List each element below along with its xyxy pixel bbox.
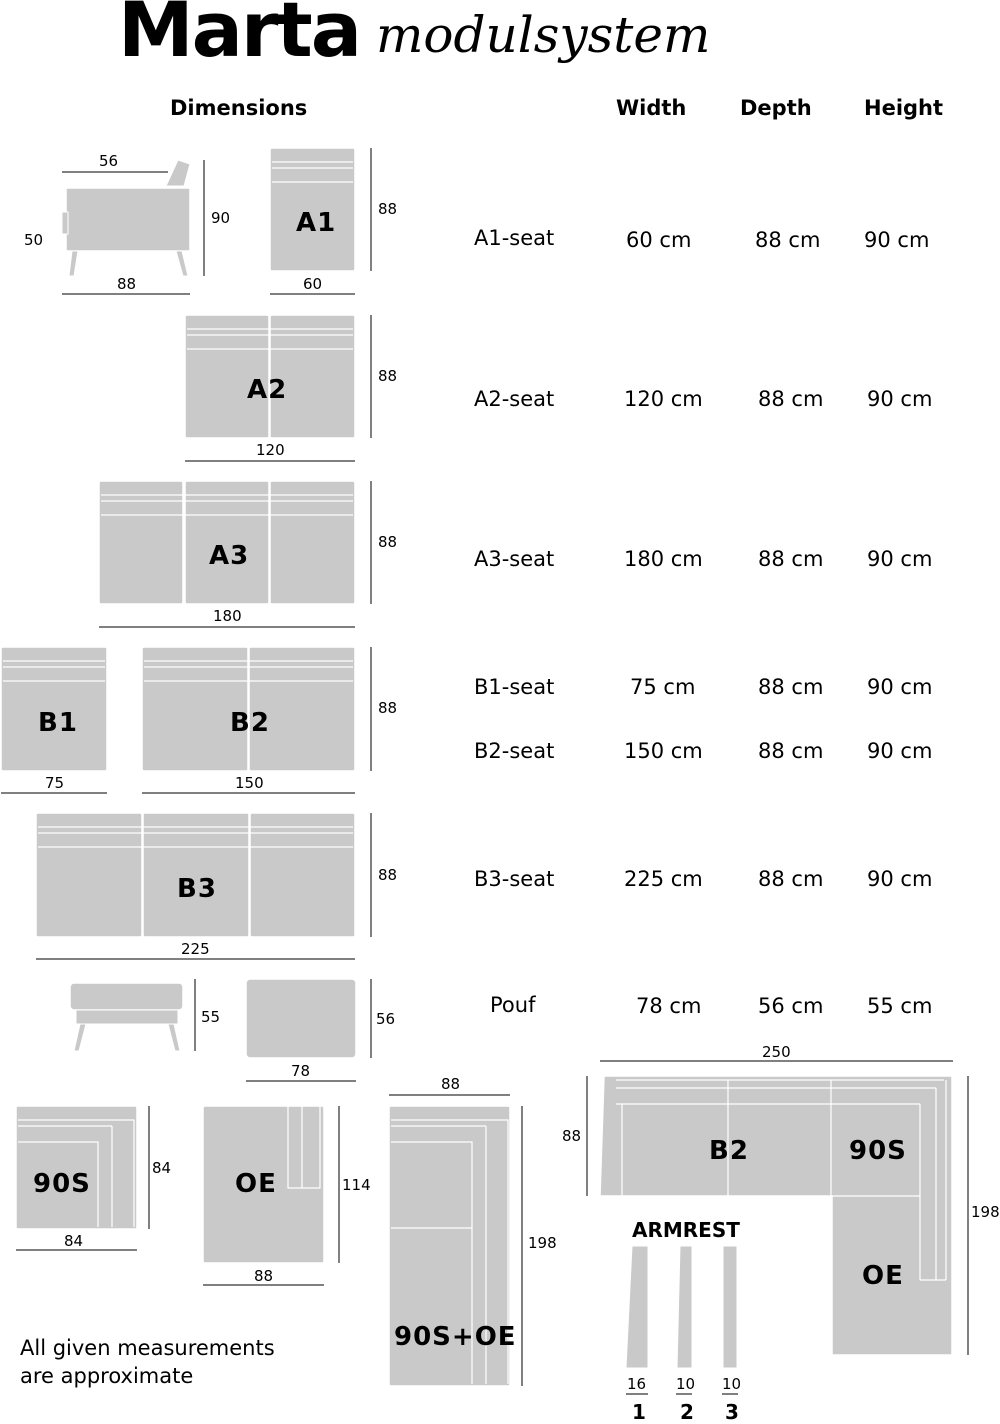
module-label-a1: A1	[296, 208, 337, 238]
module-label-a3: A3	[209, 541, 250, 571]
dim-b-depth: 88	[378, 699, 398, 717]
dim-corner-left: 88	[562, 1127, 582, 1145]
dim-pouf-depth: 56	[376, 1010, 396, 1028]
row-depth: 88 cm	[755, 228, 821, 252]
module-label-oe: OE	[235, 1169, 277, 1199]
row-width: 78 cm	[636, 994, 702, 1018]
row-name: A1-seat	[474, 226, 555, 250]
dim-pouf-height: 55	[201, 1008, 221, 1026]
row-height: 90 cm	[867, 547, 933, 571]
dim-b3-width: 225	[181, 940, 210, 958]
module-label-b1: B1	[38, 708, 78, 738]
armrest-num-3: 3	[725, 1400, 739, 1424]
row-name: B2-seat	[474, 739, 555, 763]
dim-a1-depth: 88	[378, 200, 398, 218]
armrest-size-1: 16	[627, 1375, 647, 1393]
row-depth: 88 cm	[758, 387, 824, 411]
note-measurements	[20, 1334, 275, 1390]
row-height: 90 cm	[867, 387, 933, 411]
side-view-chair	[62, 160, 204, 294]
dim-combo-right: 198	[528, 1234, 557, 1252]
armrest-num-1: 1	[632, 1400, 646, 1424]
pouf-side-shape	[70, 979, 195, 1051]
module-label-combo: 90S+OE	[394, 1322, 517, 1352]
dim-pouf-width: 78	[291, 1062, 311, 1080]
row-depth: 88 cm	[758, 867, 824, 891]
title-sub: modulsystem	[376, 6, 711, 64]
dim-oe-bottom: 88	[254, 1267, 274, 1285]
armrest-shapes	[626, 1246, 738, 1394]
note-line-1: All given measurements	[20, 1336, 275, 1360]
header-width: Width	[616, 96, 687, 120]
dim-b3-depth: 88	[378, 866, 398, 884]
row-name: A3-seat	[474, 547, 555, 571]
row-width: 180 cm	[624, 547, 703, 571]
armrest-size-2: 10	[676, 1375, 696, 1393]
row-width: 120 cm	[624, 387, 703, 411]
title-main: Marta	[118, 0, 361, 74]
module-label-90s: 90S	[33, 1169, 91, 1199]
corner-label-oe: OE	[862, 1261, 904, 1291]
dim-a3-width: 180	[213, 607, 242, 625]
header-depth: Depth	[740, 96, 812, 120]
dim-side-left: 50	[24, 231, 44, 249]
module-label-b2: B2	[230, 708, 270, 738]
row-width: 225 cm	[624, 867, 703, 891]
row-width: 150 cm	[624, 739, 703, 763]
dim-combo-top: 88	[441, 1075, 461, 1093]
module-label-a2: A2	[247, 375, 288, 405]
dim-a2-width: 120	[256, 441, 285, 459]
row-height: 90 cm	[867, 675, 933, 699]
module-label-b3: B3	[177, 874, 217, 904]
dim-b2-width: 150	[235, 774, 264, 792]
row-height: 90 cm	[867, 867, 933, 891]
row-height: 90 cm	[864, 228, 930, 252]
row-height: 90 cm	[867, 739, 933, 763]
row-name: Pouf	[490, 993, 536, 1017]
row-name: B1-seat	[474, 675, 555, 699]
dim-oe-right: 114	[342, 1176, 371, 1194]
dim-corner-top: 250	[762, 1043, 791, 1061]
dim-a1-width: 60	[303, 275, 323, 293]
header-height: Height	[864, 96, 944, 120]
row-width: 60 cm	[626, 228, 692, 252]
row-name: A2-seat	[474, 387, 555, 411]
armrest-num-2: 2	[680, 1400, 694, 1424]
row-depth: 88 cm	[758, 675, 824, 699]
armrest-size-3: 10	[722, 1375, 742, 1393]
dim-side-top: 56	[99, 152, 119, 170]
dim-side-depth: 88	[117, 275, 137, 293]
row-depth: 56 cm	[758, 994, 824, 1018]
note-line-2: are approximate	[20, 1364, 194, 1388]
row-width: 75 cm	[630, 675, 696, 699]
dim-90s-right: 84	[152, 1159, 172, 1177]
row-depth: 88 cm	[758, 739, 824, 763]
row-height: 55 cm	[867, 994, 933, 1018]
header-dimensions: Dimensions	[170, 96, 308, 120]
armrest-title: ARMREST	[632, 1218, 740, 1242]
dim-b1-width: 75	[45, 774, 65, 792]
dim-a2-depth: 88	[378, 367, 398, 385]
row-depth: 88 cm	[758, 547, 824, 571]
row-name: B3-seat	[474, 867, 555, 891]
corner-label-b2: B2	[709, 1136, 749, 1166]
corner-label-90s: 90S	[849, 1136, 907, 1166]
dim-corner-right: 198	[971, 1203, 1000, 1221]
dim-90s-bottom: 84	[64, 1232, 84, 1250]
dim-a3-depth: 88	[378, 533, 398, 551]
dim-side-height: 90	[211, 209, 231, 227]
